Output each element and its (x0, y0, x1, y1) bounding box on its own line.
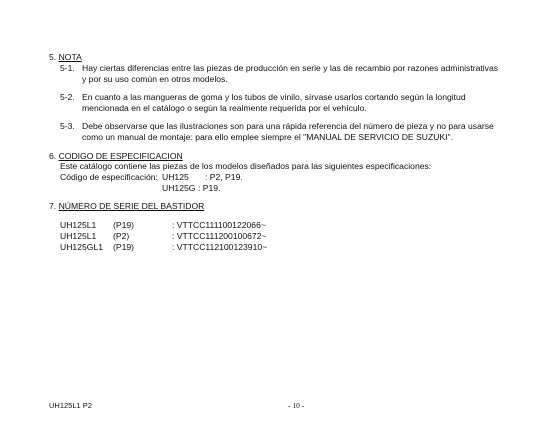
section-5-number: 5. (49, 52, 57, 62)
section-6-number: 6. (49, 151, 57, 161)
footer-page-number: - 10 - (288, 401, 305, 410)
footer-model-code: UH125L1 P2 (49, 401, 92, 410)
section-7-title: NÚMERO DE SERIE DEL BASTIDOR (58, 201, 205, 211)
section-5-heading (49, 52, 82, 63)
serial-row-1-spec: (P19) (113, 220, 135, 230)
serial-row-3-model: UH125GL1 (60, 242, 103, 252)
serial-row-3-serial: : VTTCC112100123910~ (172, 242, 268, 252)
serial-row-1-model: UH125L1 (60, 220, 97, 230)
serial-row-1-serial: : VTTCC111100122066~ (172, 220, 266, 230)
spec-value-2: : P19. (198, 183, 221, 193)
serial-row-2-model: UH125L1 (60, 231, 97, 241)
serial-row-2-serial: : VTTCC111200100672~ (172, 231, 267, 241)
note-5-2-line-1: En cuanto a las mangueras de goma y los tubos de vinilo, sírvase usarlos cortando según la longitud (82, 92, 466, 102)
note-5-2-line-2: mencionada en el catálogo o según la realmente requerida por el vehículo. (82, 103, 367, 113)
note-5-2-number: 5-2. (60, 92, 75, 102)
section-6-title: CODIGO DE ESPECIFICACION (58, 151, 183, 161)
note-5-1-line-1: Hay ciertas diferencias entre las piezas de producción en serie y las de recambio por razones administrativas (82, 63, 499, 73)
spec-value-1: : P2, P19. (205, 172, 243, 182)
section-7-number: 7. (49, 201, 57, 211)
note-5-1-number: 5-1. (60, 63, 75, 73)
spec-label: Código de especificación: (60, 172, 158, 182)
serial-row-2-spec: (P2) (113, 231, 130, 241)
note-5-3-number: 5-3. (60, 121, 75, 131)
section-6-intro: Este catálogo contiene las piezas de los modelos diseñados para las siguientes especificaciones: (60, 161, 432, 171)
spec-model-1: UH125 (162, 172, 189, 182)
section-5-title: NOTA (58, 52, 82, 62)
section-7-heading (49, 201, 204, 212)
note-5-3-line-2: como un manual de montaje: para ello emplee siempre el "MANUAL DE SERVICIO DE SUZUKI". (82, 132, 454, 142)
serial-row-3-spec: (P19) (113, 242, 135, 252)
note-5-3-line-1: Debe observarse que las ilustraciones son para una rápida referencia del número de pieza y no para usarse (82, 121, 494, 131)
note-5-1-line-2: y por su uso común en otros modelos. (82, 74, 228, 84)
spec-model-2: UH125G (162, 183, 196, 193)
